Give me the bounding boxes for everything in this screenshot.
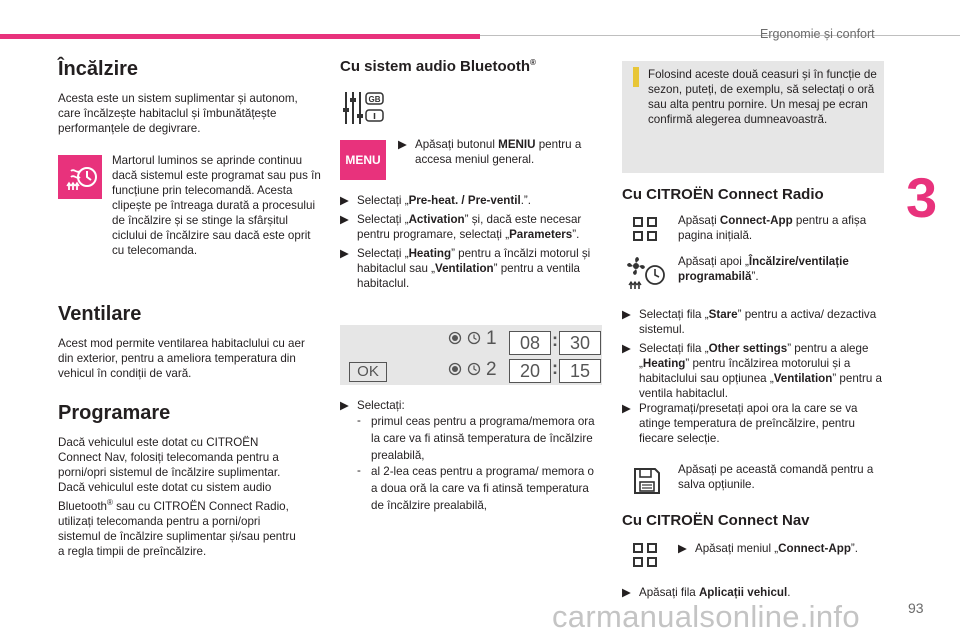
radio-step-3: ▶ Selectați fila „Stare” pentru a activa/ dezactiva sistemul.	[622, 308, 877, 336]
timer1-minutes[interactable]: 30	[559, 331, 601, 355]
gb-label: GB	[368, 95, 381, 104]
chapter-number: 3	[906, 166, 938, 229]
timer1-label: 1	[486, 328, 497, 349]
save-icon	[632, 466, 662, 501]
connect-radio-title: Cu CITROËN Connect Radio	[622, 186, 824, 203]
timer1-colon: :	[552, 330, 558, 350]
audio-settings-icon	[340, 88, 386, 128]
header-pink-bar	[0, 34, 480, 39]
timer2-label: 2	[486, 359, 497, 380]
programming-text: Dacă vehiculul este dotat cu CITROËN Connect Nav, folosiți telecomanda pentru a porni/opri sistemul de încălzire suplimentar. Dacă vehiculul este dotat cu sistem audio Bluetooth® sau cu CITROËN Connect Radio, utilizați telecomanda pentru a porni/opri sistemul de încălzire suplimentar și/sau pentru a regla timpii de preîncălzire.	[58, 436, 296, 558]
page-number: 93	[908, 600, 924, 616]
info-note-text: Folosind aceste două ceasuri și în funcție de sezon, puteți, de exemplu, să selectați o oră sau alta pentru pornire. Un mesaj pe ecran confirmă alegerea dumneavoastră.	[648, 68, 877, 126]
radio-step-4: ▶ Selectați fila „Other settings” pentru a alege „Heating” pentru încălzirea motorului și a habitaclului sau opțiunea „Ventilation” pentru a ventila habitaclul.	[622, 342, 882, 400]
menu-button[interactable]: MENU	[340, 140, 386, 180]
timer1-hours[interactable]: 08	[509, 331, 551, 355]
timer2-colon: :	[552, 358, 558, 378]
save-text: Apăsați pe această comandă pentru a salva opțiunile.	[678, 463, 874, 491]
bluetooth-audio-title: Cu sistem audio Bluetooth®	[340, 58, 536, 75]
timer2-minutes[interactable]: 15	[559, 359, 601, 383]
radio-step-2: Apăsați apoi „Încălzire/ventilație programabilă”.	[678, 255, 849, 283]
watermark: carmanualsonline.info	[552, 599, 860, 634]
info-icon	[633, 67, 639, 87]
ventilation-title: Ventilare	[58, 303, 142, 325]
step-menu: ▶ Apăsați butonul MENIU pentru a accesa meniul general.	[398, 138, 582, 166]
timer1-clock-icon	[467, 331, 481, 350]
timer2-radio-icon[interactable]	[448, 362, 462, 381]
section-title: Ergonomie și confort	[760, 27, 875, 41]
step-heating: ▶ Selectați „Heating” pentru a încălzi motorul și habitaclul sau „Ventilation” pentru a ventila habitaclul.	[340, 247, 591, 290]
heating-intro: Acesta este un sistem suplimentar și autonom, care încălzește habitaclul și îmbunătățește performanțele de degivrare.	[58, 92, 298, 135]
timer1-radio-icon[interactable]	[448, 331, 462, 350]
timer2-hours[interactable]: 20	[509, 359, 551, 383]
heating-lamp-text: Martorul luminos se aprinde continuu dacă sistemul este programat sau pus în funcțiune prin telecomandă. Acesta clipește pe întreaga durată a procesului de încălzire și se stinge la sfârșitul ciclului de încălzire sau dacă este oprit cu telecomanda.	[112, 154, 321, 257]
connect-nav-title: Cu CITROËN Connect Nav	[622, 512, 810, 529]
select-item-1: - primul ceas pentru a programa/memora ora la care va fi atinsă temperatura de încălzire prealabilă,	[357, 414, 595, 462]
radio-step-5: ▶ Programați/presetați apoi ora la care se va atinge temperatura de preîncălzire, pentru fiecare selecție.	[622, 402, 858, 445]
ventilation-text: Acest mod permite ventilarea habitaclului cu aer din exterior, pentru a ameliora temperatura din vehicul în condiții de vară.	[58, 337, 305, 380]
heating-ventilation-icon	[625, 255, 667, 296]
heating-title: Încălzire	[58, 58, 139, 80]
timer2-clock-icon	[467, 362, 481, 381]
radio-step-1: Apăsați Connect-App pentru a afișa pagina inițială.	[678, 214, 867, 242]
nav-step-2: ▶ Apăsați fila Aplicații vehicul.	[622, 586, 791, 599]
select-timers: ▶ Selectați:	[340, 399, 405, 412]
programming-title: Programare	[58, 402, 171, 424]
nav-step-1: ▶ Apăsați meniul „Connect-App”.	[678, 542, 859, 555]
step-preheat: ▶ Selectați „Pre-heat. / Pre-ventil.”.	[340, 194, 531, 207]
ok-button[interactable]: OK	[349, 362, 387, 382]
select-item-2: - al 2-lea ceas pentru a programa/ memora o a doua oră la care va fi atinsă temperatura de încălzire prealabilă,	[357, 464, 594, 512]
nav-connect-app-icon	[632, 542, 658, 573]
step-activation: ▶ Selectați „Activation” și, dacă este necesar pentru programare, selectați „Parameters”.	[340, 213, 582, 241]
heater-warning-lamp-icon	[58, 155, 102, 199]
header-divider	[480, 35, 960, 36]
connect-app-icon	[632, 216, 658, 247]
